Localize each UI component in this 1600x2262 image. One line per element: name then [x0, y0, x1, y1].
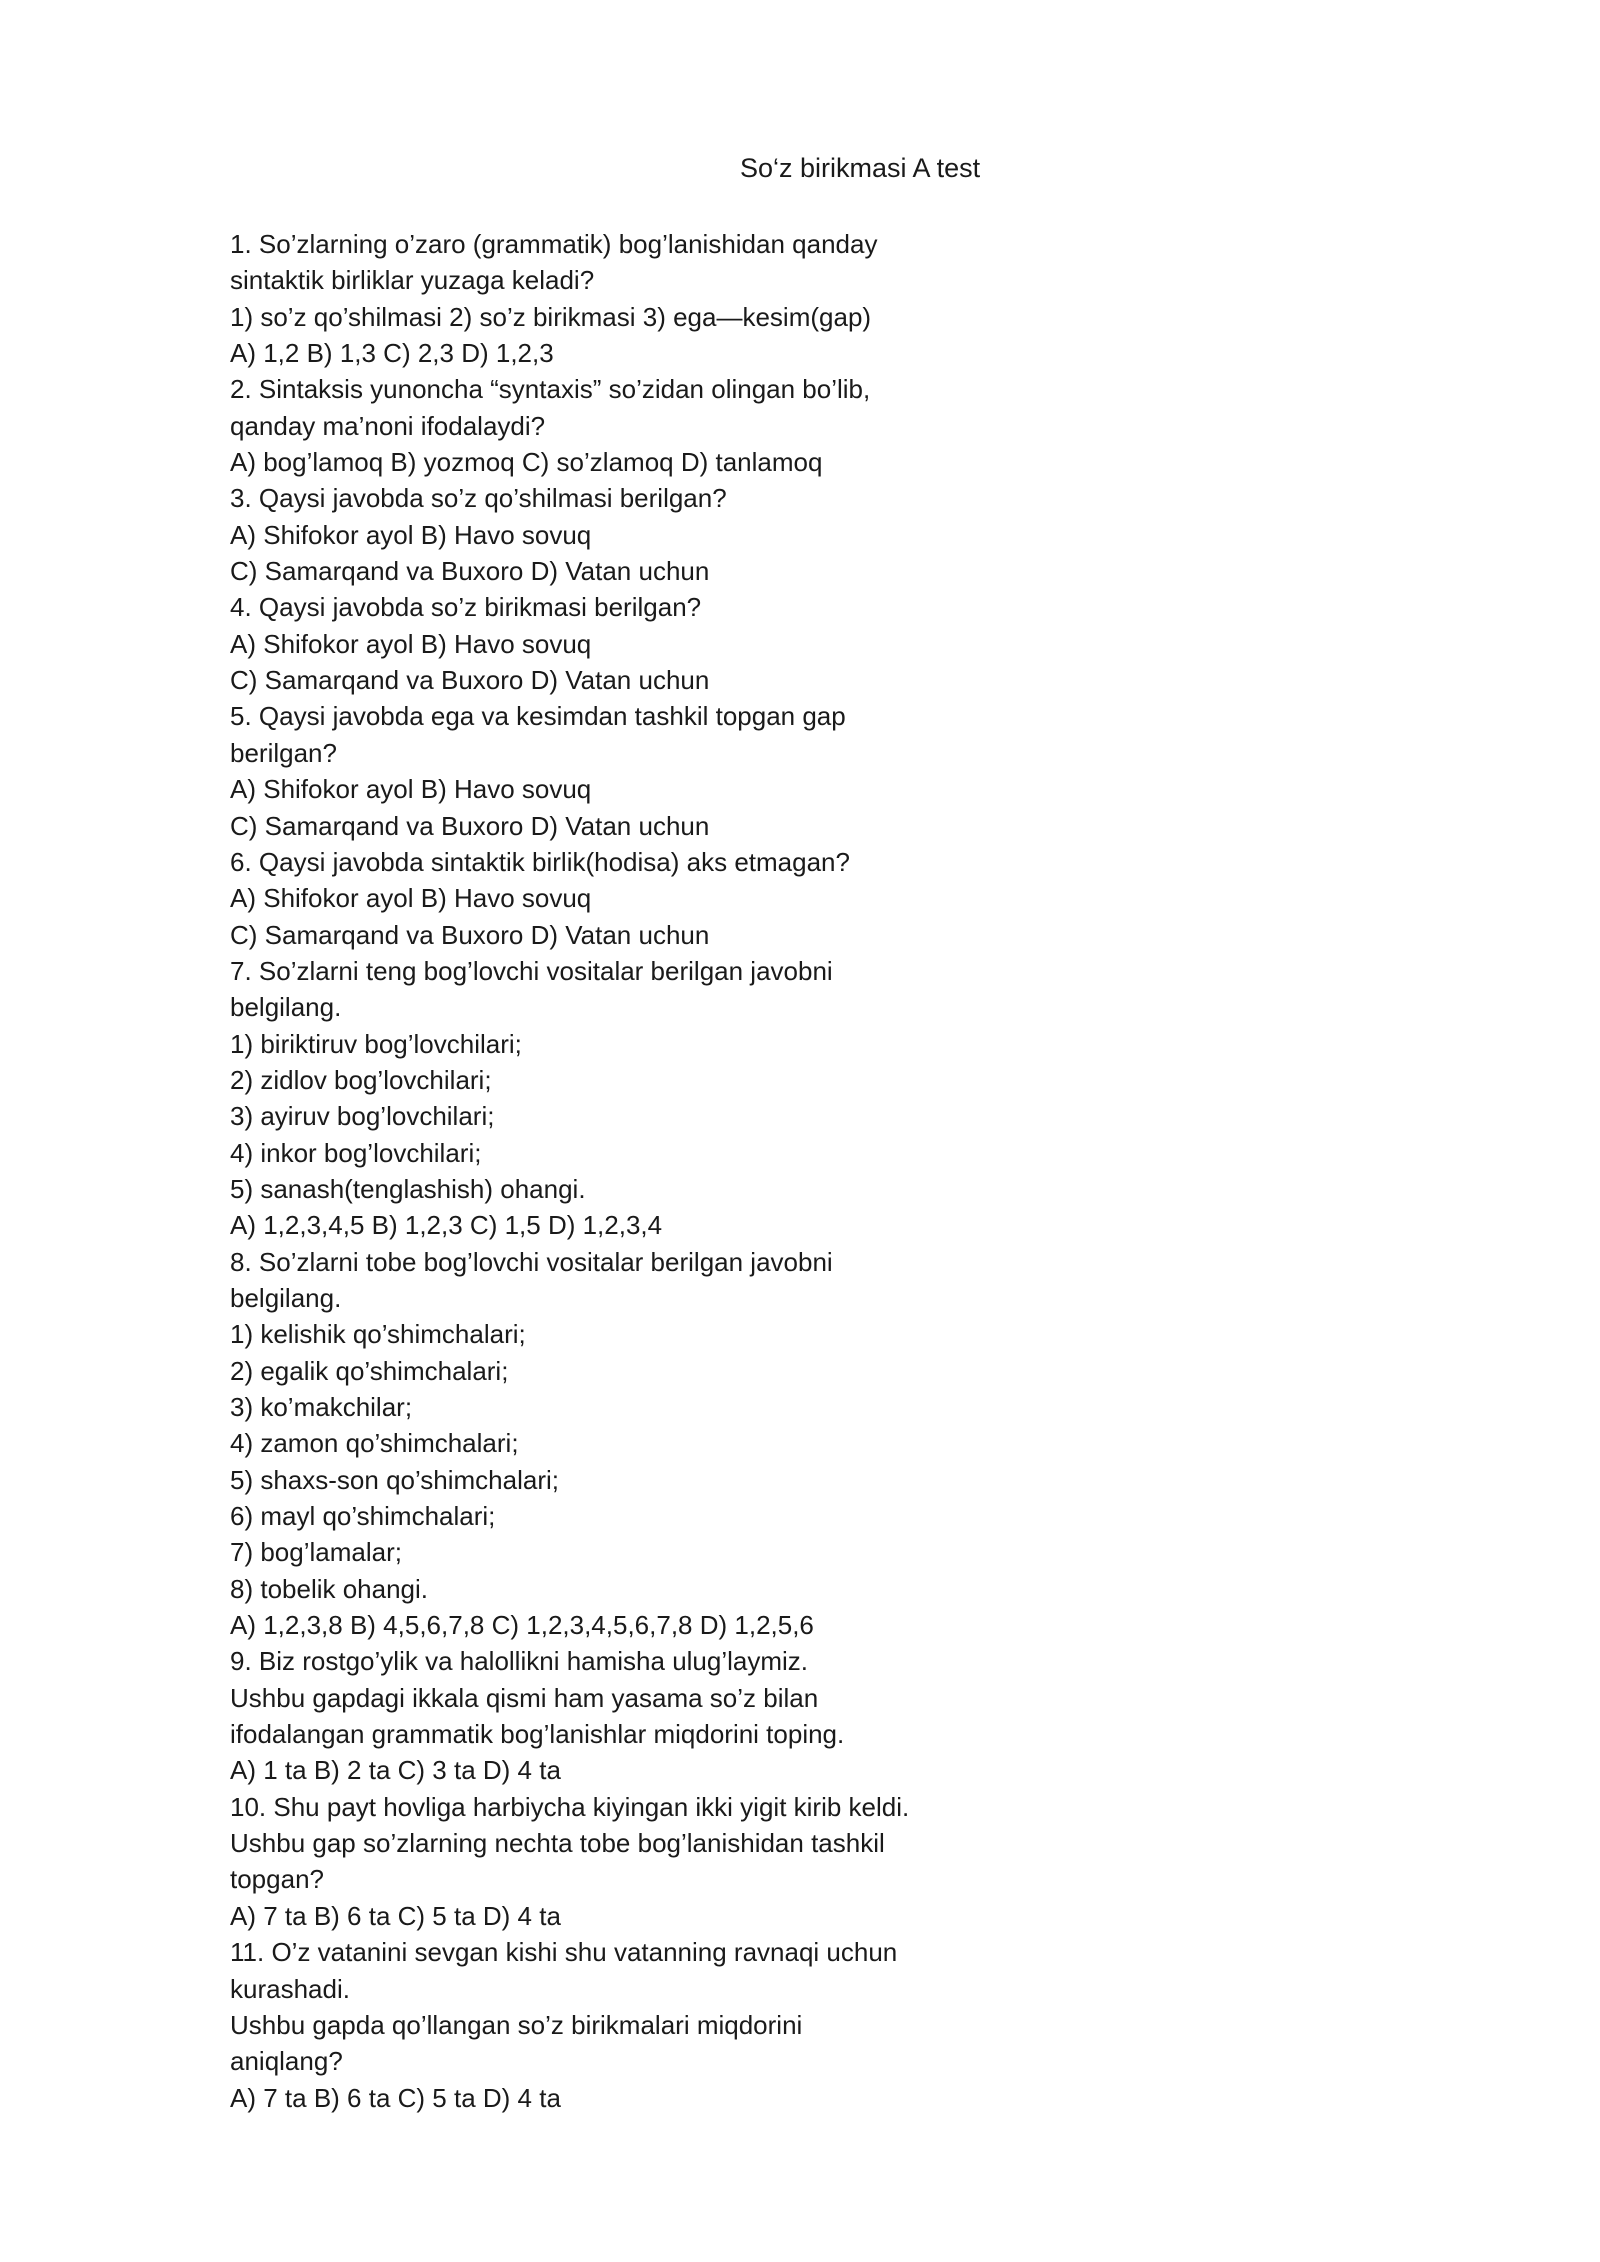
text-line: C) Samarqand va Buxoro D) Vatan uchun — [230, 665, 710, 696]
text-line: topgan? — [230, 1864, 324, 1895]
text-line: C) Samarqand va Buxoro D) Vatan uchun — [230, 556, 710, 587]
text-line: belgilang. — [230, 1282, 342, 1313]
document-title: So‘z birikmasi A test — [740, 153, 981, 183]
text-line: kurashadi. — [230, 1973, 350, 2004]
text-line: A) 1,2,3,4,5 B) 1,2,3 C) 1,5 D) 1,2,3,4 — [230, 1210, 663, 1241]
text-line: 2) zidlov bog’lovchilari; — [230, 1064, 492, 1095]
text-line: 4. Qaysi javobda so’z birikmasi berilgan? — [230, 592, 702, 623]
text-line: 4) zamon qo’shimchalari; — [230, 1428, 519, 1459]
text-line: 3. Qaysi javobda so’z qo’shilmasi berilgan? — [230, 483, 727, 514]
text-line: 3) ayiruv bog’lovchilari; — [230, 1101, 495, 1132]
text-line: 3) ko’makchilar; — [230, 1392, 413, 1422]
document-body — [230, 226, 990, 2116]
text-line: 1) kelishik qo’shimchalari; — [230, 1319, 526, 1350]
text-line: 6. Qaysi javobda sintaktik birlik(hodisa) aks etmagan? — [230, 846, 850, 877]
text-line: 7. So’zlarni teng bog’lovchi vositalar berilgan javobni — [230, 955, 833, 986]
text-line: A) Shifokor ayol B) Havo sovuq — [230, 774, 592, 805]
text-line: 1) so’z qo’shilmasi 2) so’z birikmasi 3) ega—kesim(gap) — [230, 301, 872, 332]
text-line: A) Shifokor ayol B) Havo sovuq — [230, 883, 592, 914]
text-line: Ushbu gapda qo’llangan so’z birikmalari miqdorini — [230, 2009, 803, 2040]
text-line: Ushbu gapdagi ikkala qismi ham yasama so’z bilan — [230, 1682, 819, 1713]
text-line: 6) mayl qo’shimchalari; — [230, 1501, 496, 1532]
text-line: berilgan? — [230, 737, 337, 768]
text-line: 7) bog’lamalar; — [230, 1537, 402, 1568]
text-line: 2. Sintaksis yunoncha “syntaxis” so’zidan olingan bo’lib, — [230, 374, 871, 405]
text-line: A) bog’lamoq B) yozmoq C) so’zlamoq D) tanlamoq — [230, 447, 823, 478]
text-line: A) 1 ta B) 2 ta C) 3 ta D) 4 ta — [230, 1755, 561, 1786]
text-line: C) Samarqand va Buxoro D) Vatan uchun — [230, 810, 710, 841]
text-line: 8. So’zlarni tobe bog’lovchi vositalar berilgan javobni — [230, 1246, 833, 1277]
text-line: 5) sanash(tenglashish) ohangi. — [230, 1173, 586, 1204]
text-line: 4) inkor bog’lovchilari; — [230, 1137, 482, 1168]
text-line: 10. Shu payt hovliga harbiycha kiyingan ikki yigit kirib keldi. — [230, 1791, 910, 1822]
text-line: A) 1,2,3,8 B) 4,5,6,7,8 C) 1,2,3,4,5,6,7,8 D) 1,2,5,6 — [230, 1610, 814, 1641]
text-line: A) 7 ta B) 6 ta C) 5 ta D) 4 ta — [230, 2082, 561, 2113]
text-line: 8) tobelik ohangi. — [230, 1573, 429, 1604]
text-line: A) 7 ta B) 6 ta C) 5 ta D) 4 ta — [230, 1900, 561, 1931]
text-line: sintaktik birliklar yuzaga keladi? — [230, 265, 595, 296]
text-line: A) 1,2 B) 1,3 C) 2,3 D) 1,2,3 — [230, 338, 554, 369]
text-line: 1) biriktiruv bog’lovchilari; — [230, 1028, 522, 1059]
text-line: Ushbu gap so’zlarning nechta tobe bog’lanishidan tashkil — [230, 1828, 885, 1859]
text-line: 2) egalik qo’shimchalari; — [230, 1355, 509, 1386]
text-line: 9. Biz rostgo’ylik va halollikni hamisha ulug’laymiz. — [230, 1646, 809, 1677]
text-line: aniqlang? — [230, 2046, 343, 2077]
text-line: 5. Qaysi javobda ega va kesimdan tashkil topgan gap — [230, 701, 846, 732]
text-line: 5) shaxs-son qo’shimchalari; — [230, 1464, 559, 1495]
text-line: 11. O’z vatanini sevgan kishi shu vatanning ravnaqi uchun — [230, 1937, 898, 1968]
text-line: qanday ma’noni ifodalaydi? — [230, 410, 546, 441]
text-line: 1. So’zlarning o’zaro (grammatik) bog’lanishidan qanday — [230, 229, 878, 259]
text-line: A) Shifokor ayol B) Havo sovuq — [230, 628, 592, 659]
text-line: C) Samarqand va Buxoro D) Vatan uchun — [230, 919, 710, 950]
text-line: belgilang. — [230, 992, 342, 1023]
text-line: A) Shifokor ayol B) Havo sovuq — [230, 519, 592, 550]
text-line: ifodalangan grammatik bog’lanishlar miqdorini toping. — [230, 1719, 845, 1750]
